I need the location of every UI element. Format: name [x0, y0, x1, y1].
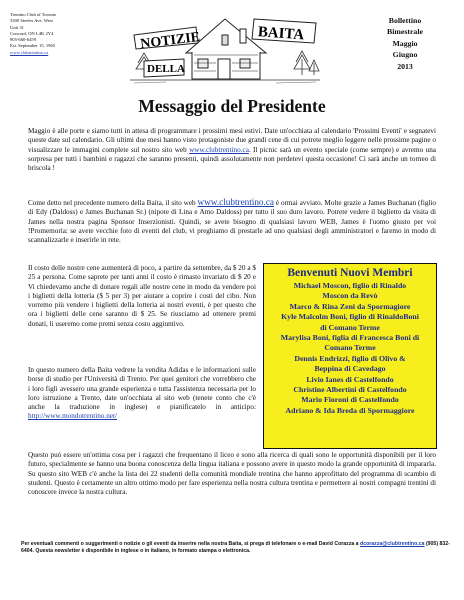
bulletin-year: 2013 [397, 61, 413, 71]
address-line: Est. September 15, 1965 [10, 43, 56, 49]
contact-email-link[interactable]: dcorazza@clubtrentino.ca [360, 541, 425, 547]
club-website-link[interactable]: www.clubtrentino.ca [189, 145, 249, 154]
paragraph-text: In questo numero della Baita vedrete la vendita Adidas e le informazioni sulle borse di studio per l'Università di Trento. Per quei genitori che vorrebbero che i loro figli avessero una grande esperienza e tutta l'assistenza necessaria per lo loro istruzione a Trento, date un'occhiata al sito web (tenete conto che c'è anche la traduzione in inglese) e pianificatelo in anticipo: [28, 366, 256, 412]
address-line: Unit 31 [10, 24, 24, 30]
paragraph-intro [28, 127, 436, 173]
bulletin-month: Maggio [392, 38, 418, 48]
address-line: Concord, ON L4K 2Y4 [10, 30, 54, 36]
bulletin-type: Bollettino [388, 16, 422, 25]
member-entry: Comano Terme [324, 343, 376, 353]
member-entry: Mario Fioroni di Castelfondo [301, 395, 399, 405]
notizie-baita-logo [126, 5, 324, 87]
svg-text:DELLA: DELLA [147, 63, 185, 75]
sign-board-baita [252, 19, 316, 43]
address-line: Trentino Club of Toronto [10, 12, 57, 17]
new-members-heading: Benvenuti Nuovi Membri [287, 267, 413, 279]
address-line: 905-660-6459 [10, 37, 37, 43]
mondotrentino-link[interactable]: http://www.mondotrentino.net/ [28, 412, 117, 421]
member-entry: Michael Moscon, figlio di Rinaldo [293, 281, 407, 290]
club-website-link[interactable]: www.clubtrentino.ca [10, 49, 49, 55]
paragraph-website [28, 198, 436, 245]
bulletin-month: Giugno [392, 50, 418, 60]
member-entry: Kyle Malcolm Boni, figlio di RinaldoBoni [281, 312, 419, 322]
member-entry: Moscon da Revò [322, 291, 378, 301]
member-entry: Marco & Rina Zeni da Spormagiore [289, 301, 411, 311]
member-entry: di Comano Terme [320, 322, 380, 332]
paragraph-text: è ormai avviato. Molte grazie a James Buchanan (figlio di Edy (Daldoss) e James Buchanan Sr.) (nipote di Lina e Amo Daldoss) per tutto il suo duro lavoro. Potrete vedere il biglietto da visita di James nella nostra pagina Sponsor Inserzionisti. Quindi, se avete bisogno di qualsiasi lavoro WEB, James è l'uomo giusto per voi !Promemoria: se avete vecchie foto di eventi del club, vi preghiamo di prestarle ad uno qualsiasi degli amministratori e faremo in modo di scannalizzarle e inserirle in rete. [28, 199, 437, 245]
member-entry: Christine Albertini di Castelfondo [293, 385, 407, 395]
member-entry: Livio Ianes di Castelfondo [306, 374, 394, 384]
svg-text:BAITA: BAITA [257, 24, 305, 44]
member-entry: Dennis Endrizzi, figlio di Olivo & [294, 353, 406, 363]
bulletin-info [368, 15, 442, 72]
footer-text: (905) 832-6404. Questa newsletter è disponibile in inglese o in italiano, in formato stampa o elettronica. [21, 541, 450, 555]
footer-text: Per eventuali commenti o suggerimenti o notizie o gli eventi da inserire nella nostra Baita, si prega di telefonare o e-mail David Corazza a [21, 541, 359, 547]
member-entry: Adriano & Ida Breda di Spormaggiore [285, 405, 415, 415]
sign-board-della [144, 59, 185, 77]
address-line: 3300 Steeles Ave. West [10, 18, 53, 24]
paragraph-exchange: Questo può essere un'ottima cosa per i ragazzi che frequentano il liceo e sono alla ricerca di quali sono le opportunità disponibili per il loro futuro, specialmente se hanno una buona conoscenza della lingua italiana e possono avere in questo modo la grande opportunità di impararla. Su questo sito WEB c'è anche la lista dei 22 studenti della comunità mondiale trentina che hanno approfittato del programma di scambio di studenti. Questo è certamente un altro ottimo modo per fare esperienza nella nostra cultura trentina e permettere ai nostri compagni trentini di conoscere invece la nostra cultura. [28, 451, 436, 497]
paragraph-text: Come detto nel precedente numero della Baita, il sito web [28, 199, 196, 207]
bulletin-frequency: Bimestrale [387, 27, 423, 37]
member-entry: Marylisa Boni, figlia di Francesca Boni di [280, 333, 420, 343]
member-entry: Beppina di Cavedago [314, 364, 386, 374]
svg-text:NOTIZIE: NOTIZIE [139, 29, 201, 53]
club-website-link[interactable]: www.clubtrentino.ca [197, 197, 274, 207]
new-members-box [263, 263, 437, 449]
paragraph-dinner-cost: Il costo delle nostre cene aumenterà di poco, a partire da settembre, da $ 20 a $ 25 a persona. Come saprete per tanti anni il costo è rimasto invariato di $ 20 e Vi chiedevamo anche di donare regali alle nostre cene in modo da vendere poi i biglietti della lotteria ($ 5 per 3) per aiutare a coprire i costi del cibo. Non vorremo più vendere i biglietti della lotteria ai nostri eventi, è per questo che ora i biglietti delle cene saranno di $ 25. Se riusciamo ad ottenere premi donati, li useremo come premi senza costo aggiuntivo. [28, 264, 256, 328]
paragraph-scholarship [28, 366, 256, 422]
paragraph-text: . Il picnic sarà un evento speciale (come sempre) e avremo una sorpresa per tutti i bambini e ragazzi che saranno presenti, quindi assolutamente non perdetevi questa occasione! Ci sarà anche un torneo di briscola ! [28, 145, 436, 173]
paragraph-text: Maggio è alle porte e siamo tutti in attesa di programmare i prossimi mesi estivi. Date un'occhiata al calendario 'Prossimi Eventi' e segnatevi queste date sul calendario. Gli ultimi due mesi hanno visto protagoniste due grandi cene di cui potrete meglio leggere nelle prossime pagine o visualizzare le immagini complete sul nostro sito web [28, 127, 436, 154]
page-title: Messaggio del Presidente [138, 96, 326, 116]
club-address [10, 12, 56, 56]
footer-note [21, 541, 451, 556]
